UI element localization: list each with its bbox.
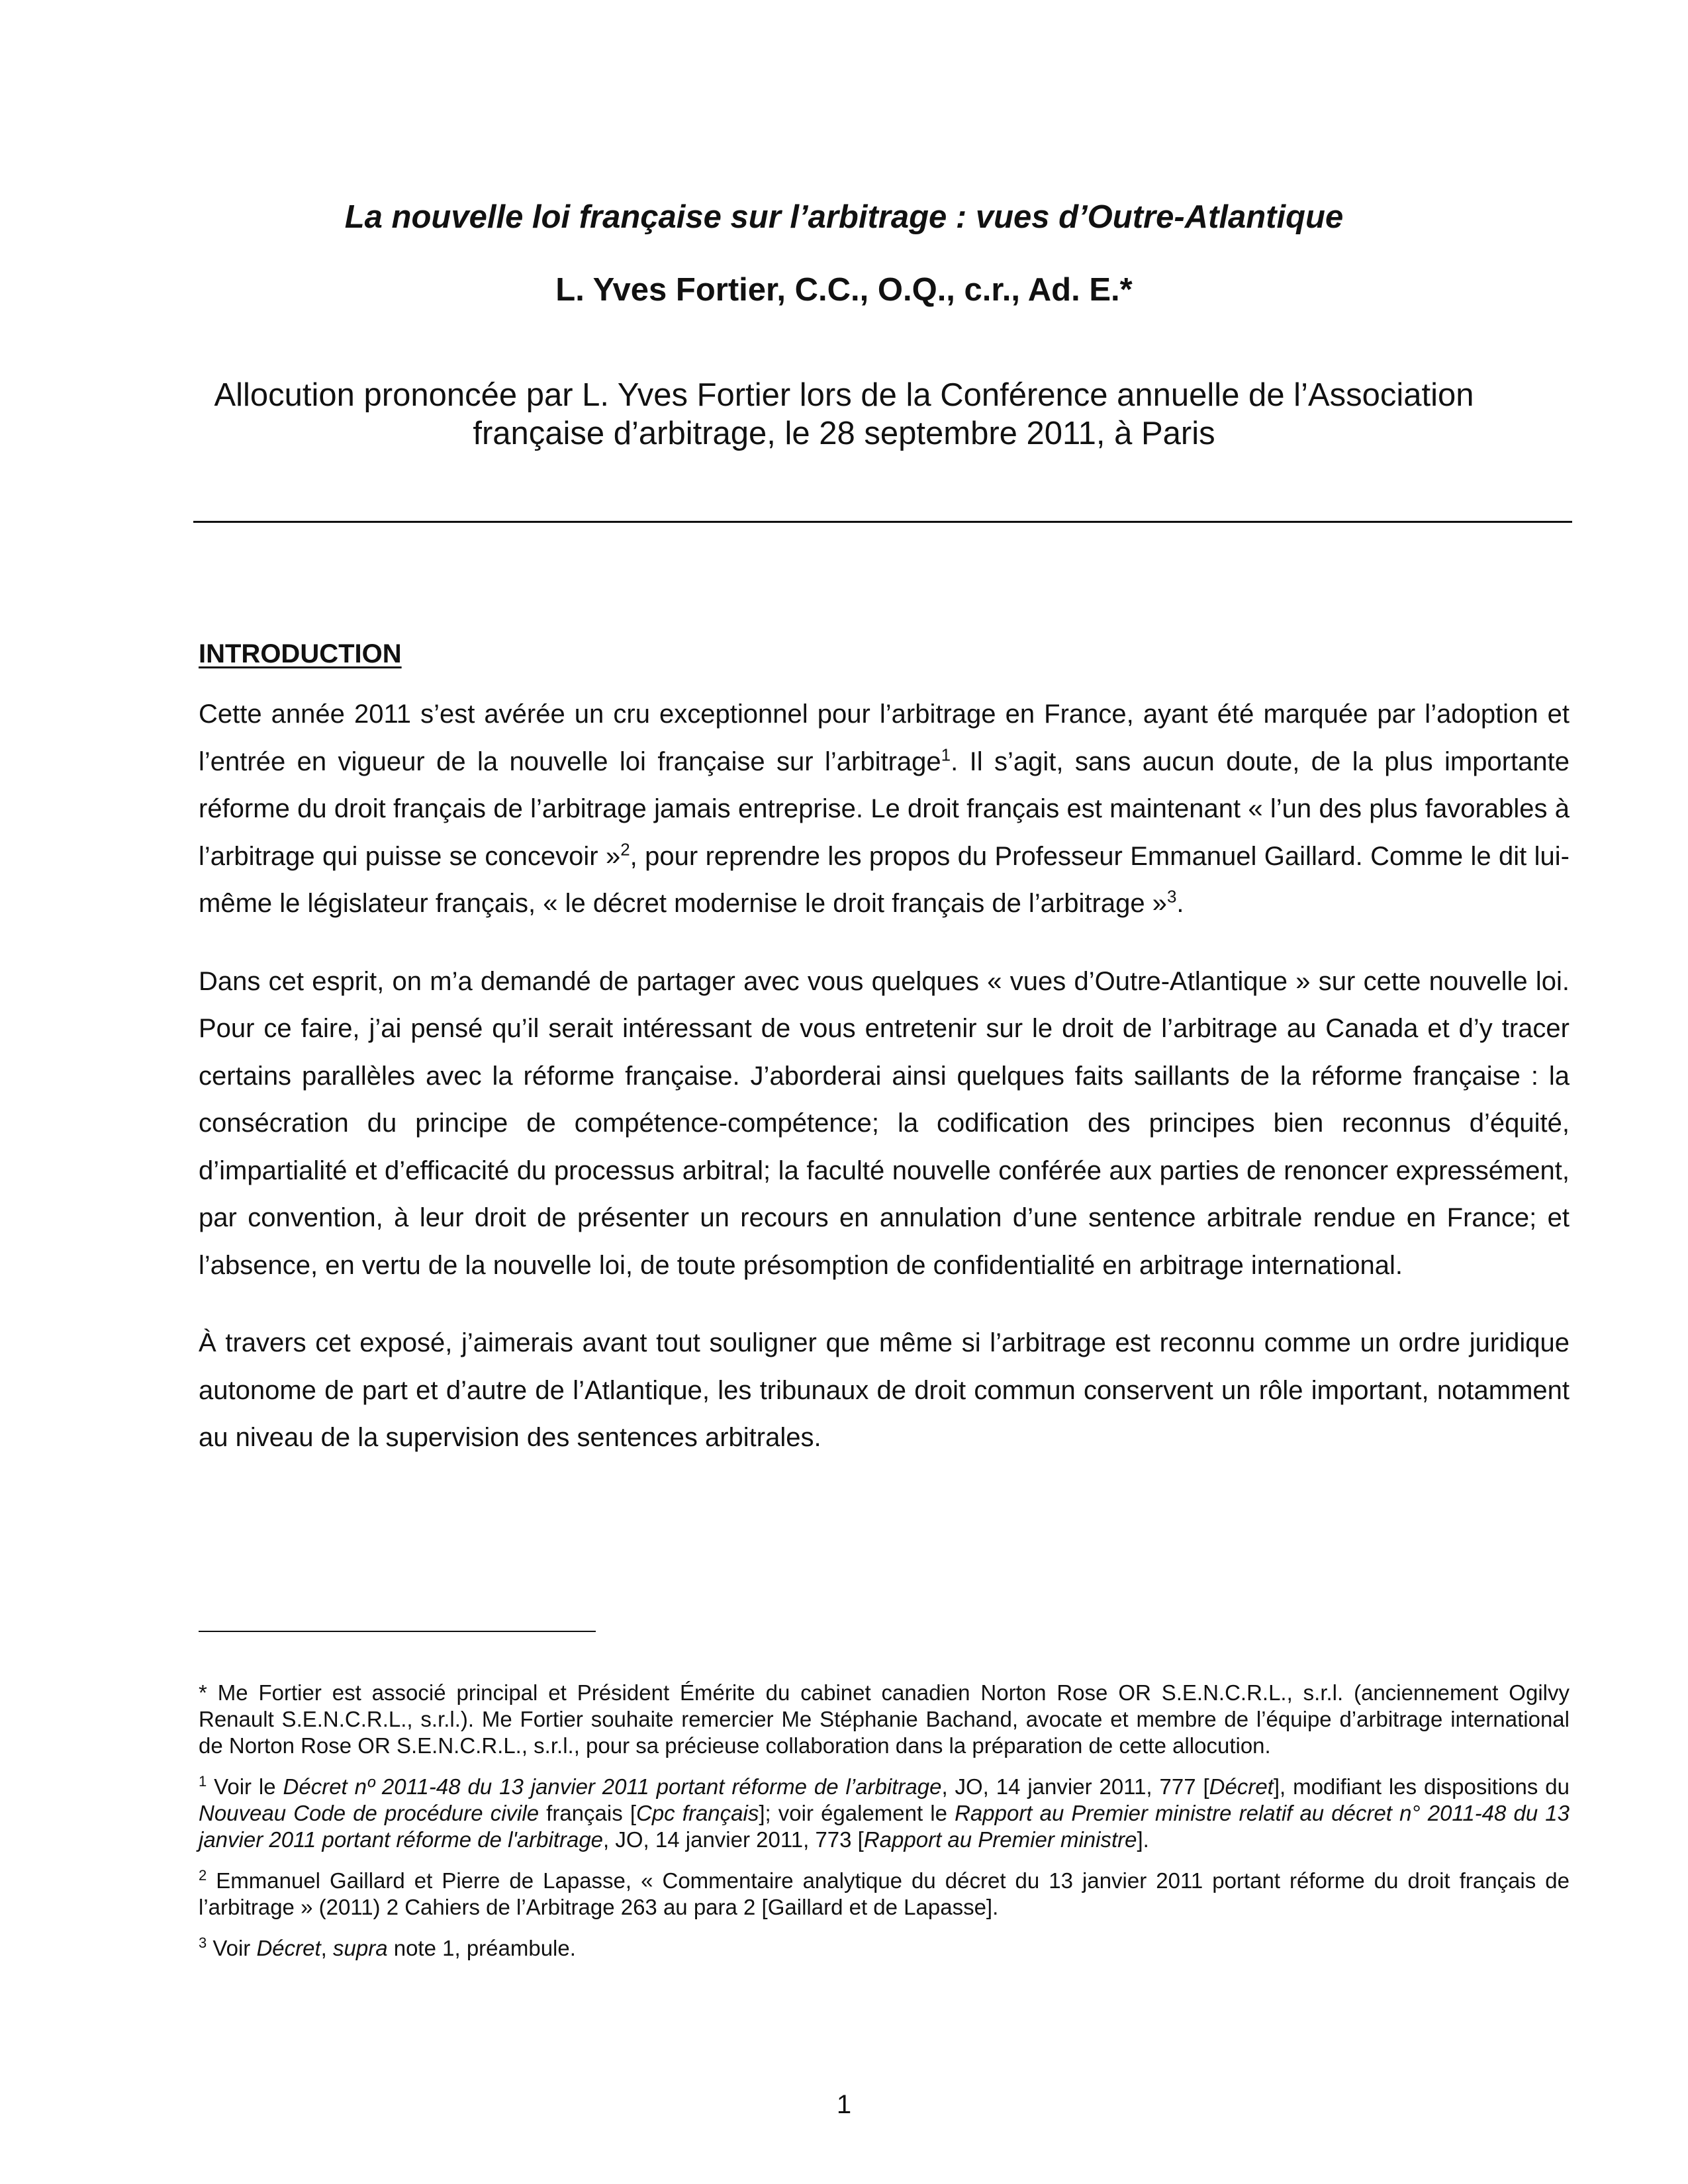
footnote-1-number: 1 xyxy=(199,1773,207,1790)
footnote-star: * Me Fortier est associé principal et Président Émérite du cabinet canadien Norton Rose OR S.E.N.C.R.L., s.r.l. (anciennement Ogilvy Renault S.E.N.C.R.L., s.r.l.). Me Fortier souhaite remercier Me Stéphanie Bachand, avocate et membre de l’équipe d’arbitrage international de Norton Rose OR S.E.N.C.R.L., s.r.l., pour sa précieuse collaboration dans la préparation de cette allocution. xyxy=(199,1680,1570,1758)
footnote-2-number: 2 xyxy=(199,1867,207,1884)
footnote-1-italic: Décret xyxy=(1209,1774,1274,1799)
footnote-ref-2[interactable]: 2 xyxy=(620,839,630,860)
author-line: L. Yves Fortier, C.C., O.Q., c.r., Ad. E.* xyxy=(555,272,1133,308)
paragraph-3: À travers cet exposé, j’aimerais avant tout souligner que même si l’arbitrage est reconnu comme un ordre juridique autonome de part et d’autre de l’Atlantique, les tribunaux de droit commun conservent un rôle important, notamment au niveau de la supervision des sentences arbitrales. xyxy=(199,1328,1570,1452)
footnote-3-number: 3 xyxy=(199,1934,207,1951)
footnote-1-text: , JO, 14 janvier 2011, 773 [ xyxy=(603,1827,864,1852)
page-number: 1 xyxy=(836,2090,852,2119)
footnote-1-italic: Rapport au Premier ministre xyxy=(863,1827,1137,1852)
footnote-3-text: Voir xyxy=(207,1936,257,1960)
footnote-ref-3[interactable]: 3 xyxy=(1166,886,1177,907)
footnote-1-text: Voir le xyxy=(207,1774,283,1799)
footnote-3-text: note 1, préambule. xyxy=(387,1936,576,1960)
footnote-ref-1[interactable]: 1 xyxy=(941,745,951,765)
paragraph-1-text-c: , pour reprendre les propos du Professeur Emmanuel Gaillard. Comme le dit lui-même le législateur français, « le décret modernise le droit français de l’arbitrage » xyxy=(199,841,1570,918)
footnote-3-italic: supra xyxy=(333,1936,388,1960)
footnote-1 xyxy=(199,1774,1570,1853)
footnote-1-italic: Cpc français xyxy=(636,1801,759,1825)
footnote-1-italic: Rapport au Premier ministre relatif au décret n° 2011-48 du 13 janvier 2011 portant réforme de l'arbitrage xyxy=(199,1801,1570,1852)
allocution-line-1: Allocution prononcée par L. Yves Fortier lors de la Conférence annuelle de l’Association xyxy=(214,377,1474,413)
allocution-subtitle xyxy=(199,376,1489,453)
allocution-line-2: française d’arbitrage, le 28 septembre 2011, à Paris xyxy=(473,416,1215,451)
title-separator-rule xyxy=(193,521,1572,523)
footnote-1-text: ]. xyxy=(1137,1827,1149,1852)
footnote-1-italic: Décret nº 2011-48 du 13 janvier 2011 portant réforme de l’arbitrage xyxy=(283,1774,942,1799)
document-title: La nouvelle loi française sur l’arbitrage : vues d’Outre-Atlantique xyxy=(344,199,1344,235)
footnote-3-text: , xyxy=(320,1936,333,1960)
footnote-3 xyxy=(199,1935,1570,1962)
footnote-1-text: ], modifiant les dispositions du xyxy=(1273,1774,1570,1799)
section-heading-introduction: INTRODUCTION xyxy=(199,639,402,668)
paragraph-2: Dans cet esprit, on m’a demandé de partager avec vous quelques « vues d’Outre-Atlantique » sur cette nouvelle loi. Pour ce faire, j’ai pensé qu’il serait intéressant de vous entretenir sur le droit de l’arbitrage au Canada et d’y tracer certains parallèles avec la réforme française. J’aborderai ainsi quelques faits saillants de la réforme française : la consécration du principe de compétence-compétence; la codification des principes bien reconnus d’équité, d’impartialité et d’efficacité du processus arbitral; la faculté nouvelle conférée aux parties de renoncer expressément, par convention, à leur droit de présenter un recours en annulation d’une sentence arbitrale rendue en France; et l’absence, en vertu de la nouvelle loi, de toute présomption de confidentialité en arbitrage international. xyxy=(199,966,1570,1280)
footnote-1-italic: Nouveau Code de procédure civile xyxy=(199,1801,539,1825)
paragraph-1 xyxy=(199,691,1570,928)
paragraph-1-text-b: . Il s’agit, sans aucun doute, de la plus importante réforme du droit français de l’arbitrage jamais entreprise. Le droit français est maintenant « l’un des plus favorables à l’arbitrage qui puisse se concevoir » xyxy=(199,747,1570,871)
footnotes xyxy=(199,1680,1570,1976)
footnote-1-text: français [ xyxy=(539,1801,636,1825)
footnote-1-text: ]; voir également le xyxy=(759,1801,955,1825)
paragraph-1-text-a: Cette année 2011 s’est avérée un cru exceptionnel pour l’arbitrage en France, ayant été marquée par l’adoption et l’entrée en vigueur de la nouvelle loi française sur l’arbitrage xyxy=(199,700,1570,776)
footnote-3-italic: Décret xyxy=(256,1936,321,1960)
footnote-1-text: , JO, 14 janvier 2011, 777 [ xyxy=(941,1774,1209,1799)
footnote-2-text: Emmanuel Gaillard et Pierre de Lapasse, « Commentaire analytique du décret du 13 janvier 2011 portant réforme du droit français de l’arbitrage » (2011) 2 Cahiers de l’Arbitrage 263 au para 2 [Gaillard et de Lapasse]. xyxy=(199,1868,1570,1919)
footnote-2 xyxy=(199,1868,1570,1921)
footnote-separator-rule xyxy=(199,1631,596,1632)
paragraph-1-text-d: . xyxy=(1176,889,1184,918)
main-body xyxy=(199,634,1570,1492)
